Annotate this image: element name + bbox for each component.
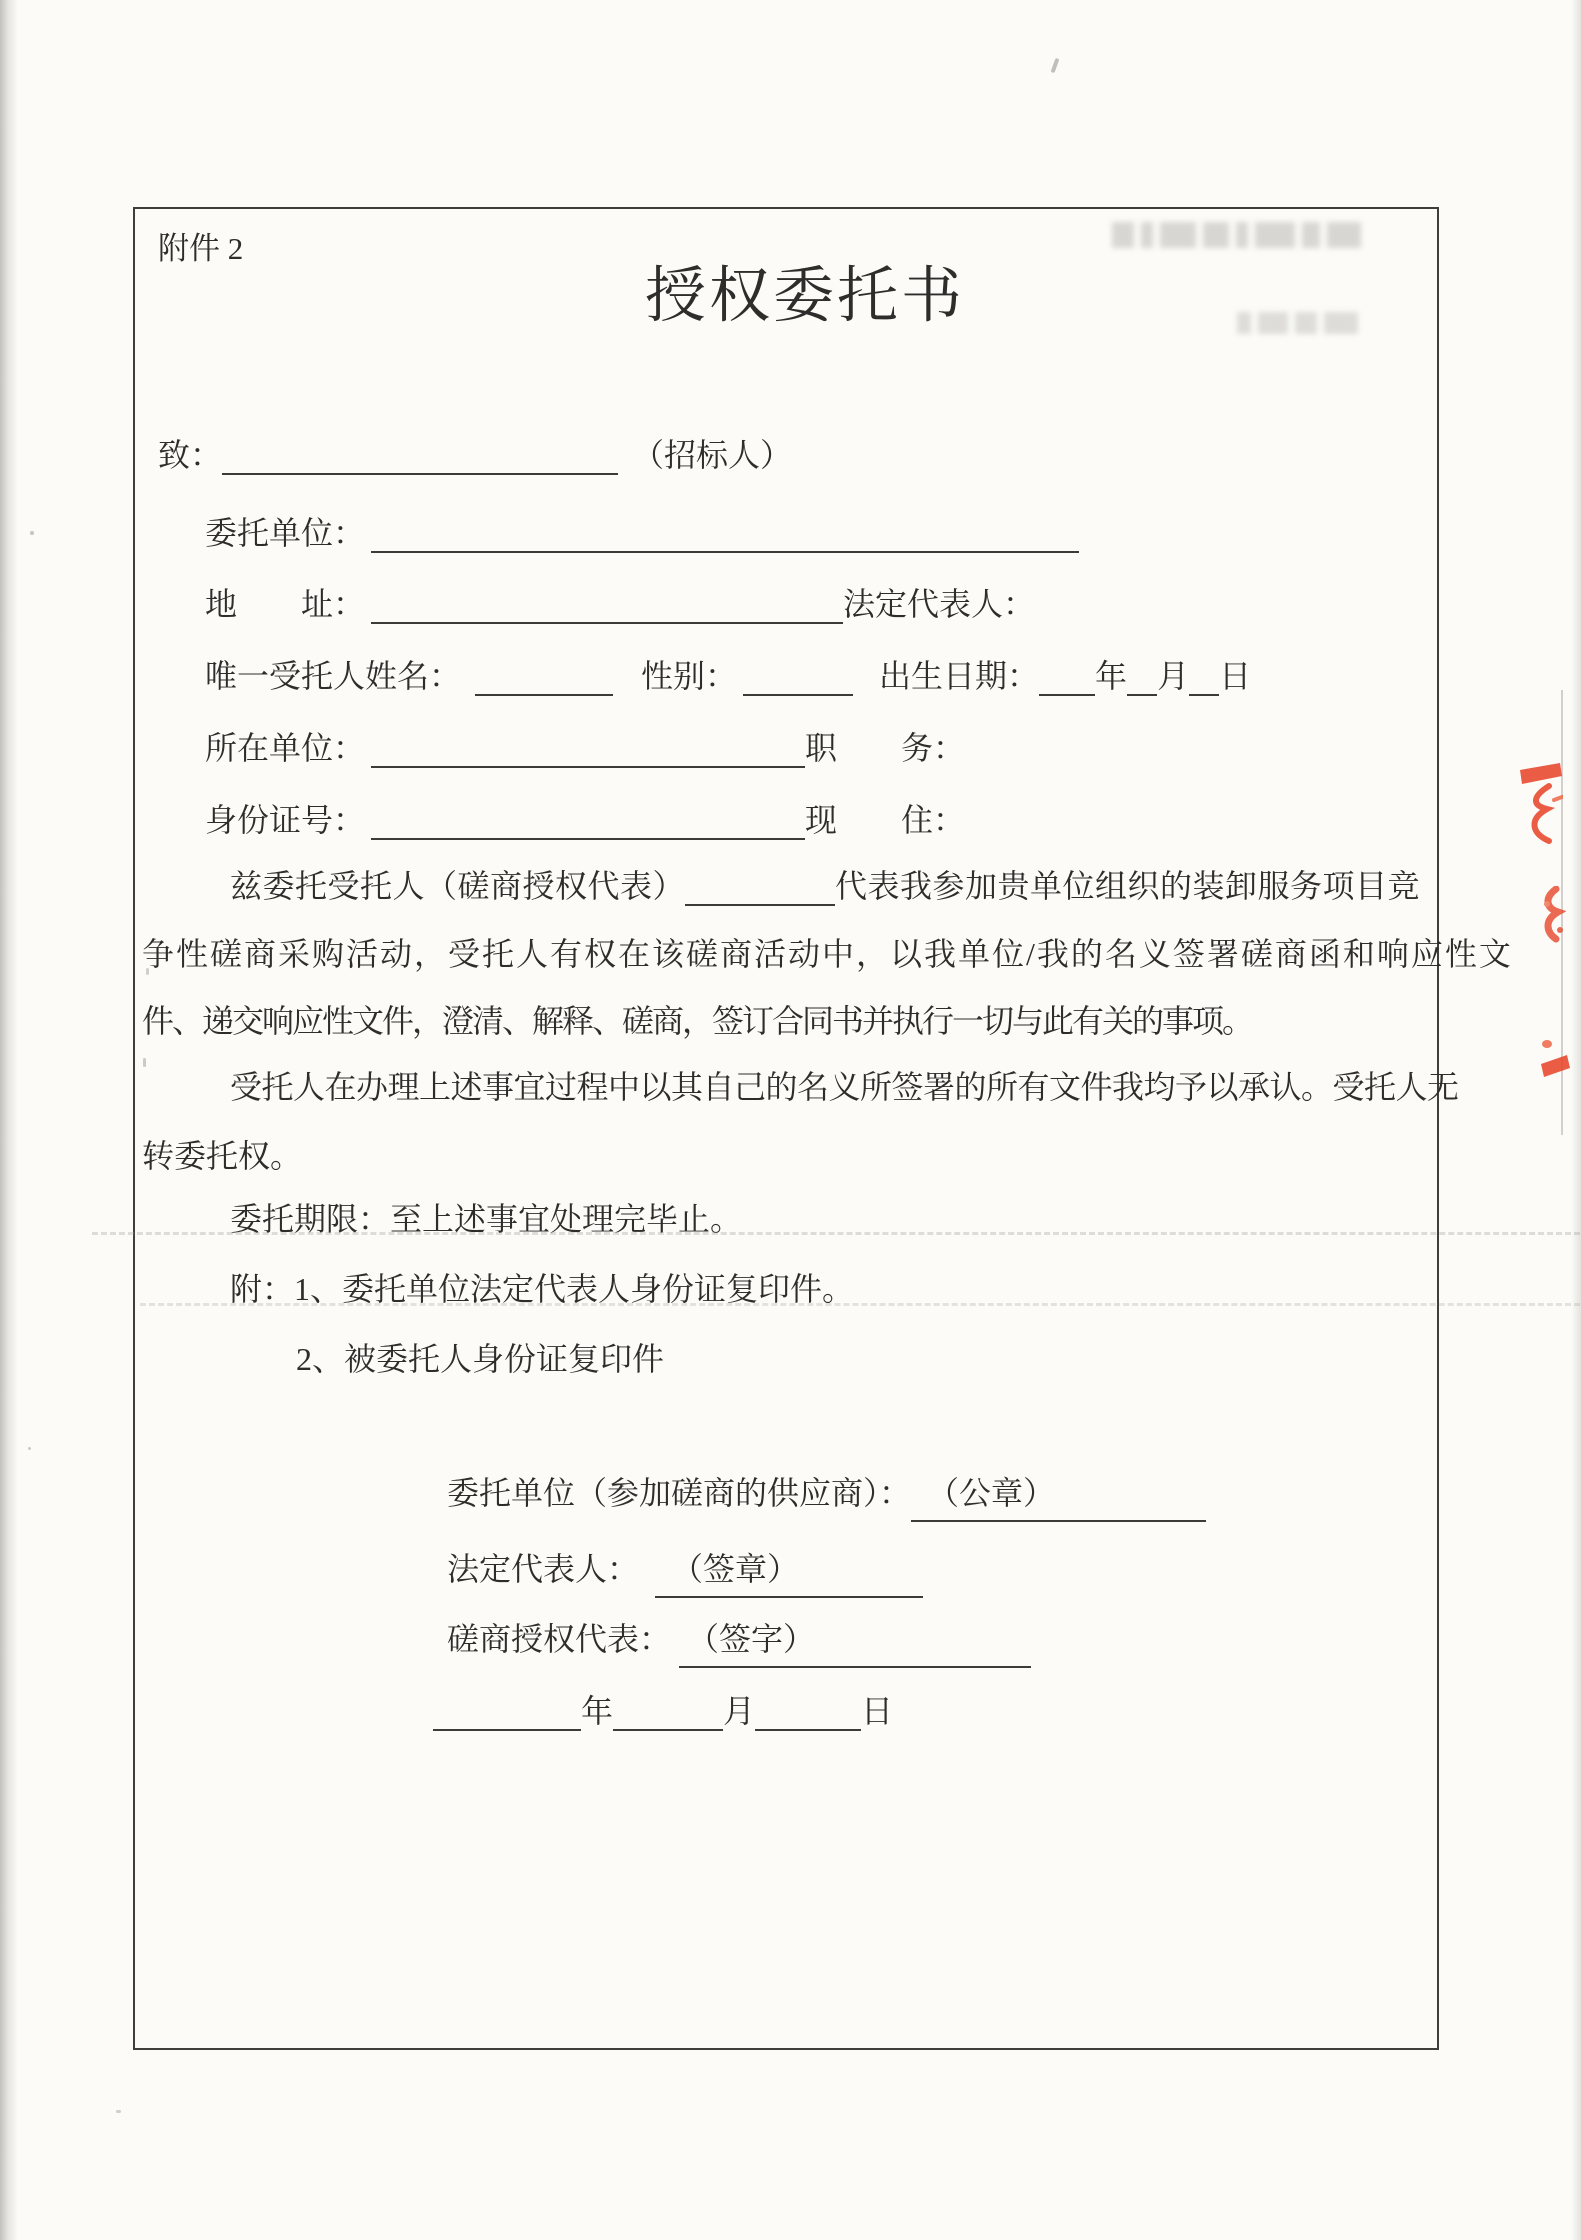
scan-artifact-line: [140, 1303, 1580, 1306]
attachment-note-2: 2、被委托人身份证复印件: [296, 1341, 665, 1377]
attachment-note-1: 附：1、委托单位法定代表人身份证复印件。: [230, 1271, 855, 1307]
red-stamp-fragment: [1541, 886, 1566, 944]
signature-agent-line: [447, 1618, 1031, 1668]
signature-legal-line: [447, 1548, 923, 1598]
body-paragraph1-line2: 争性磋商采购活动，受托人有权在该磋商活动中，以我单位/我的名义签署磋商函和响应性文: [142, 936, 1513, 972]
document-border: [133, 207, 1439, 2050]
signature-unit-line: [447, 1472, 1206, 1522]
legal-seal-placeholder: （签章）: [671, 1551, 800, 1587]
entrust-unit-label: 委托单位：: [205, 515, 366, 551]
attachment-label: 附件 2: [158, 231, 244, 266]
trustee-line: [205, 655, 1251, 698]
blank-entrust-unit: [371, 515, 1079, 553]
agent-sign-placeholder: （签字）: [687, 1621, 816, 1657]
agent-sign-blank: [679, 1618, 1031, 1668]
p1-prefix: 兹委托受托人（磋商授权代表）: [230, 868, 686, 904]
to-suffix: （招标人）: [632, 437, 793, 473]
birth-year-label: 年: [1095, 658, 1128, 694]
body-paragraph1-line1: [230, 865, 1420, 908]
bleedthrough-ghost-row: [1112, 222, 1368, 253]
term-line: 委托期限：至上述事宜处理完毕止。: [230, 1201, 743, 1237]
page-title: 授权委托书: [644, 263, 965, 330]
blank-birth-month: [1127, 658, 1157, 696]
blank-birth-day: [1189, 658, 1219, 696]
work-unit-line: [205, 727, 965, 770]
scan-speck: [146, 968, 149, 975]
scan-speck: [28, 1447, 31, 1450]
body-paragraph1-line3: 件、递交响应性文件，澄清、解释、磋商，签订合同书并执行一切与此有关的事项。: [142, 1003, 1253, 1039]
red-stamp-fragment: [1518, 760, 1563, 848]
residence-label: 现 住：: [805, 802, 966, 838]
blank-trustee-name: [475, 658, 613, 696]
entrust-unit-line: [205, 512, 1079, 555]
to-label: 致：: [158, 437, 223, 473]
blank-birth-year: [1039, 658, 1095, 696]
birth-label: 出生日期：: [879, 658, 1040, 694]
red-stamp-fragment: [1539, 1038, 1571, 1080]
to-line: [158, 434, 792, 477]
scan-edge-shadow-left: [0, 0, 18, 2240]
blank-work-unit: [371, 730, 805, 768]
signature-date-line: [433, 1690, 893, 1733]
blank-agent-name: [685, 868, 835, 906]
birth-month-label: 月: [1157, 658, 1190, 694]
blank-sign-day: [755, 1693, 861, 1731]
legal-seal-blank: [655, 1548, 923, 1598]
body-paragraph2-line1: 受托人在办理上述事宜过程中以其自己的名义所签署的所有文件我均予以承认。受托人无: [230, 1069, 1459, 1105]
blank-tenderer-name: [222, 437, 618, 475]
trustee-name-label: 唯一受托人姓名：: [205, 658, 462, 694]
scan-speck: [143, 1058, 146, 1067]
scan-edge-shadow-right: [1571, 0, 1581, 2240]
sign-month-label: 月: [723, 1693, 756, 1729]
scan-speck: [1051, 58, 1060, 73]
scan-artifact-line: [92, 1232, 1580, 1235]
gender-label: 性别：: [641, 658, 738, 694]
address-line: [205, 583, 1035, 626]
blank-sign-month: [613, 1693, 723, 1731]
sign-year-label: 年: [581, 1693, 614, 1729]
address-label: 地 址：: [205, 586, 366, 622]
position-label: 职 务：: [805, 730, 966, 766]
signature-agent-label: 磋商授权代表：: [447, 1621, 672, 1657]
signature-unit-label: 委托单位（参加磋商的供应商）：: [447, 1475, 912, 1511]
p1-line1-end: 代表我参加贵单位组织的装卸服务项目竞: [835, 868, 1421, 904]
blank-sign-year: [433, 1693, 581, 1731]
signature-legal-label: 法定代表人：: [447, 1551, 640, 1587]
body-paragraph2-line2: 转委托权。: [142, 1138, 303, 1174]
birth-day-label: 日: [1219, 658, 1252, 694]
blank-gender: [743, 658, 853, 696]
sign-day-label: 日: [861, 1693, 894, 1729]
scan-speck: [116, 2110, 121, 2113]
unit-seal-placeholder: （公章）: [927, 1475, 1056, 1511]
work-unit-label: 所在单位：: [205, 730, 366, 766]
id-line: [205, 799, 965, 842]
scan-speck: [30, 531, 34, 535]
blank-id-number: [371, 802, 805, 840]
legal-rep-label: 法定代表人：: [843, 586, 1036, 622]
blank-address: [371, 586, 843, 624]
unit-seal-blank: [911, 1472, 1206, 1522]
id-number-label: 身份证号：: [205, 802, 366, 838]
